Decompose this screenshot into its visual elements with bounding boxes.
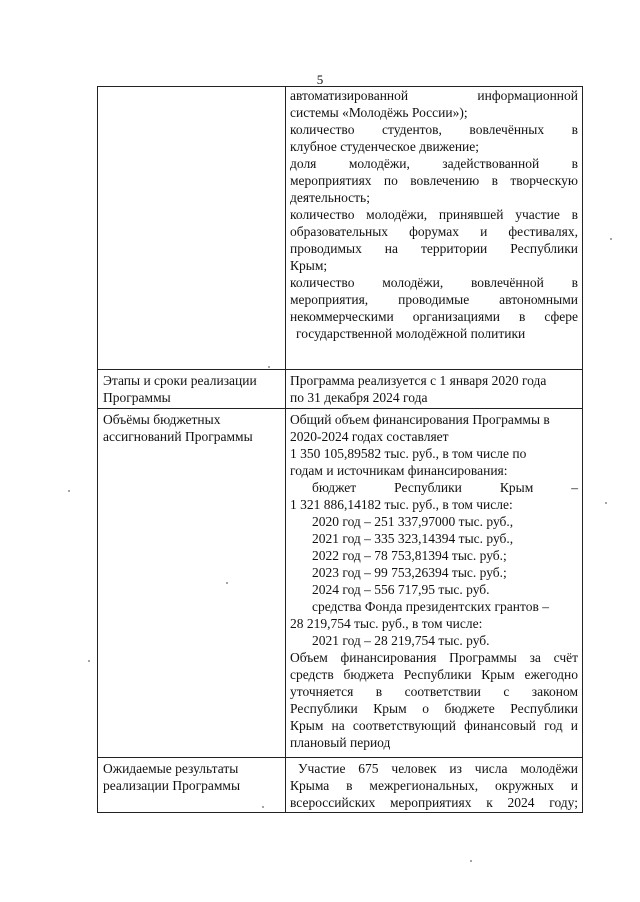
- row-content: [286, 87, 582, 369]
- scan-speck: [268, 366, 270, 368]
- content-line: по 31 декабря 2024 года: [290, 390, 428, 405]
- content-line: средства Фонда президентских грантов –: [312, 599, 549, 614]
- content-line: всероссийских мероприятиях к 2024 году;: [290, 795, 578, 810]
- content-line: количество молодёжи, принявшей участие в: [290, 207, 578, 222]
- row-label: Ожидаемые результаты реализации Программы: [98, 758, 286, 812]
- content-line: уточняется в соответствии с законом: [290, 684, 578, 699]
- content-line: 1 321 886,14182 тыс. руб., в том числе:: [290, 497, 513, 512]
- scan-speck: [88, 660, 90, 662]
- row-label: Этапы и сроки реализации Программы: [98, 370, 286, 408]
- content-line: мероприятия, проводимые автономными: [290, 292, 578, 307]
- content-line: Объем финансирования Программы за счёт: [290, 650, 578, 665]
- content-line: 2021 год – 28 219,754 тыс. руб.: [312, 633, 490, 648]
- content-line: средств бюджета Республики Крым ежегодно: [290, 667, 578, 682]
- scan-speck: [470, 860, 472, 862]
- content-line: 2022 год – 78 753,81394 тыс. руб.;: [312, 548, 507, 563]
- content-line: Крым на соответствующий финансовый год и: [290, 718, 578, 733]
- content-line: Общий объем финансирования Программы в: [290, 412, 550, 427]
- scan-speck: [262, 806, 264, 808]
- table-row: [98, 87, 582, 370]
- content-line: проводимых на территории Республики: [290, 241, 578, 256]
- scan-speck: [605, 502, 607, 504]
- content-line: количество студентов, вовлечённых в: [290, 122, 578, 137]
- row-content: [286, 758, 582, 812]
- content-line: образовательных форумах и фестивалях,: [290, 224, 578, 239]
- content-line: некоммерческими организациями в сфере: [290, 309, 578, 324]
- content-line: Крым;: [290, 258, 328, 273]
- content-line: доля молодёжи, задействованной в: [290, 156, 578, 171]
- content-line: годам и источникам финансирования:: [290, 463, 508, 478]
- content-line: плановый период: [290, 735, 391, 750]
- content-line: системы «Молодёжь России»);: [290, 105, 468, 120]
- content-line: автоматизированной информационной: [290, 88, 578, 103]
- row-content: [286, 370, 582, 408]
- content-line: 2023 год – 99 753,26394 тыс. руб.;: [312, 565, 507, 580]
- content-line: 28 219,754 тыс. руб., в том числе:: [290, 616, 483, 631]
- row-content: [286, 409, 582, 757]
- content-line: бюджет Республики Крым –: [312, 480, 578, 495]
- page-number: 5: [316, 72, 324, 87]
- content-line: Программа реализуется с 1 января 2020 года: [290, 373, 547, 388]
- table-row: [98, 409, 582, 758]
- content-line: мероприятиях по вовлечению в творческую: [290, 173, 578, 188]
- scan-speck: [610, 238, 612, 240]
- content-line: клубное студенческое движение;: [290, 139, 480, 154]
- content-line: количество молодёжи, вовлечённой в: [290, 275, 578, 290]
- table-row: [98, 370, 582, 409]
- content-line: 2020-2024 годах составляет: [290, 429, 449, 444]
- scan-speck: [68, 490, 70, 492]
- passport-table: [97, 86, 583, 813]
- content-line: деятельность;: [290, 190, 370, 205]
- table-row: [98, 758, 582, 813]
- content-line: Участие 675 человек из числа молодёжи: [298, 761, 578, 776]
- content-line: 2024 год – 556 717,95 тыс. руб.: [312, 582, 490, 597]
- content-line: Крыма в межрегиональных, окружных и: [290, 778, 578, 793]
- content-line: Республики Крым о бюджете Республики: [290, 701, 578, 716]
- row-label: [98, 87, 286, 369]
- content-line: 2021 год – 335 323,14394 тыс. руб.,: [312, 531, 514, 546]
- content-line: 2020 год – 251 337,97000 тыс. руб.,: [312, 514, 514, 529]
- content-line: государственной молодёжной политики: [296, 326, 526, 341]
- scan-speck: [226, 582, 228, 584]
- content-line: 1 350 105,89582 тыс. руб., в том числе по: [290, 446, 527, 461]
- row-label: Объёмы бюджетных ассигнований Программы: [98, 409, 286, 757]
